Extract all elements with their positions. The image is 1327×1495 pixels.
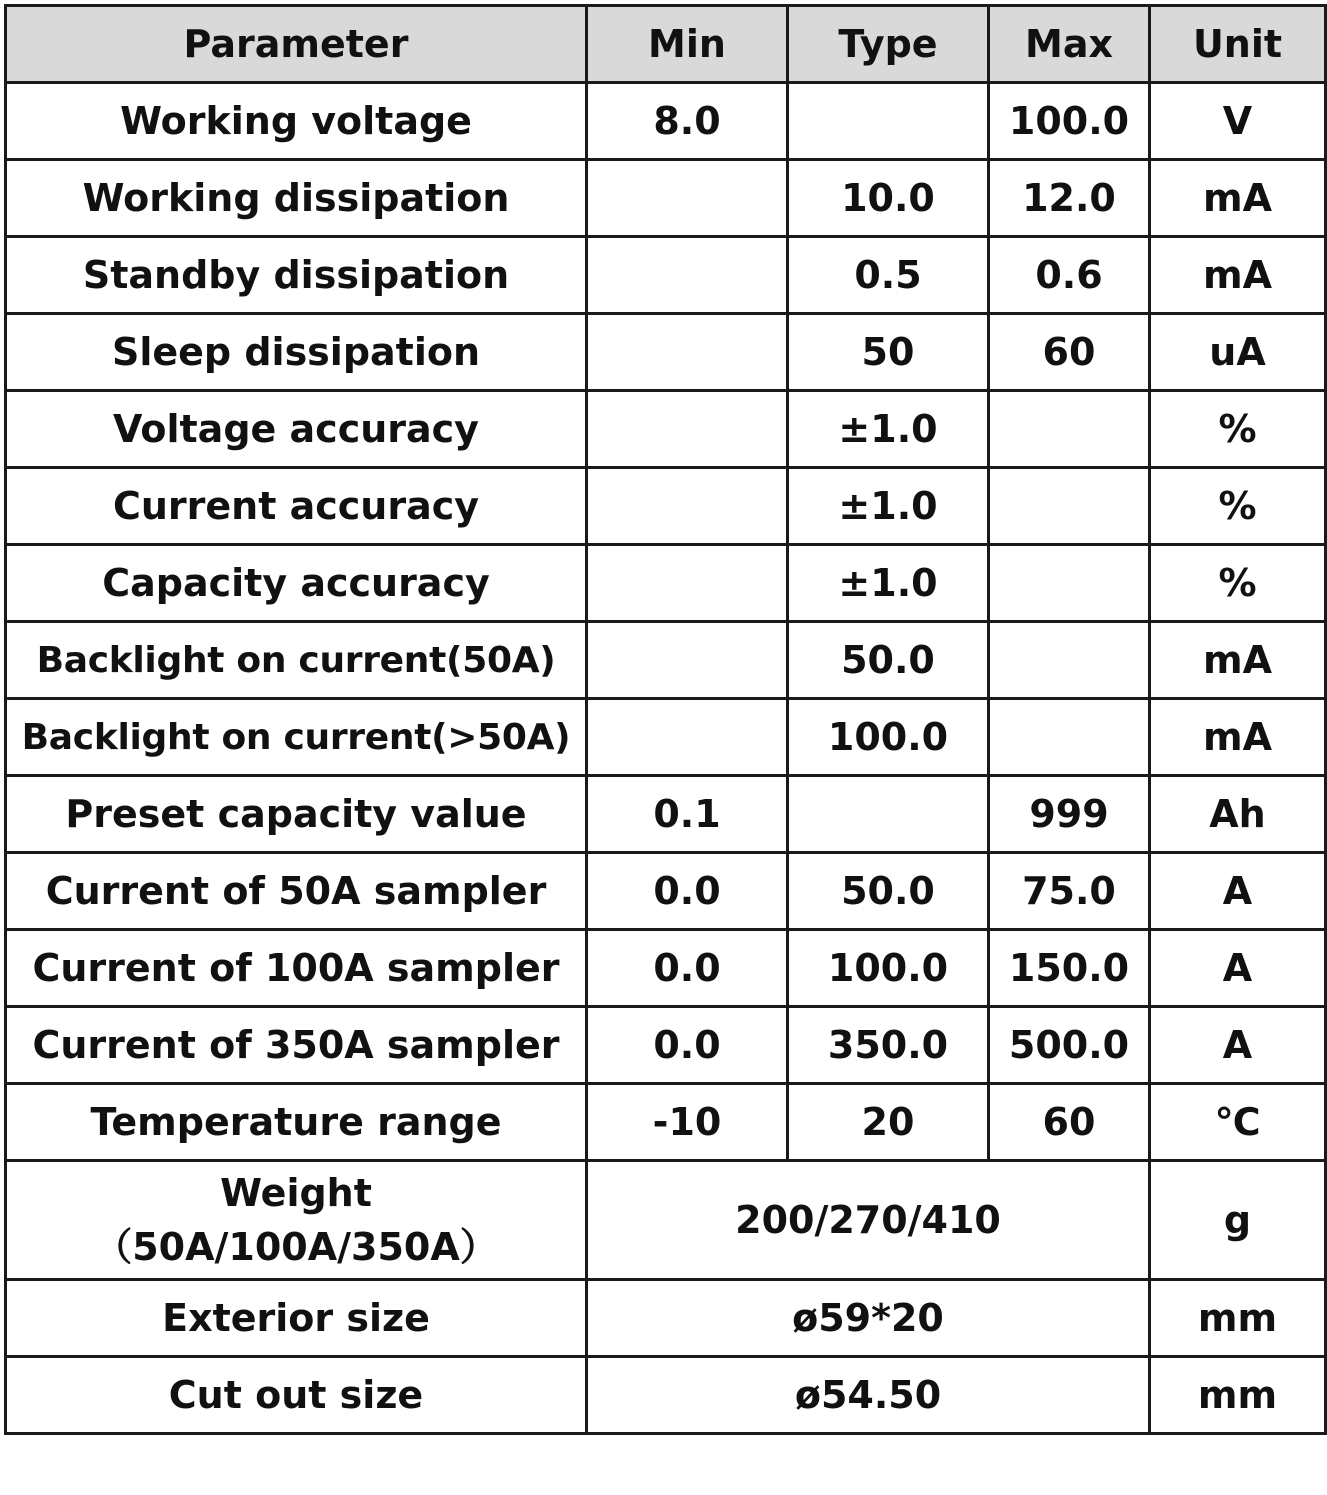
specification-table: [4, 4, 1327, 1435]
cell-parameter: Cut out size: [6, 1357, 587, 1434]
cell-max: [989, 699, 1150, 776]
table-row: [6, 776, 1326, 853]
cell-parameter: Working voltage: [6, 83, 587, 160]
cell-type: 50: [788, 314, 989, 391]
cell-max: [989, 391, 1150, 468]
cell-merged-value: 200/270/410: [587, 1161, 1150, 1280]
table-row: [6, 930, 1326, 1007]
cell-unit: V: [1150, 83, 1326, 160]
cell-parameter: Backlight on current(>50A): [6, 699, 587, 776]
cell-parameter: Exterior size: [6, 1280, 587, 1357]
cell-max: [989, 468, 1150, 545]
cell-type: 0.5: [788, 237, 989, 314]
cell-unit: %: [1150, 468, 1326, 545]
cell-type: 350.0: [788, 1007, 989, 1084]
cell-min: [587, 160, 788, 237]
cell-max: 500.0: [989, 1007, 1150, 1084]
cell-unit: mm: [1150, 1280, 1326, 1357]
header-type: Type: [788, 6, 989, 83]
cell-min: [587, 622, 788, 699]
weight-label-line2: （50A/100A/350A）: [94, 1225, 498, 1269]
cell-parameter: Capacity accuracy: [6, 545, 587, 622]
cell-min: 0.1: [587, 776, 788, 853]
cell-type: 10.0: [788, 160, 989, 237]
cell-merged-value: ø54.50: [587, 1357, 1150, 1434]
cell-max: 150.0: [989, 930, 1150, 1007]
cell-unit: A: [1150, 930, 1326, 1007]
cell-unit: mA: [1150, 622, 1326, 699]
table-row: [6, 545, 1326, 622]
cell-max: 0.6: [989, 237, 1150, 314]
table-row: [6, 1084, 1326, 1161]
cell-max: 75.0: [989, 853, 1150, 930]
table-row: [6, 1007, 1326, 1084]
cell-min: 0.0: [587, 853, 788, 930]
cell-type: ±1.0: [788, 545, 989, 622]
cell-type: 20: [788, 1084, 989, 1161]
cell-parameter: Backlight on current(50A): [6, 622, 587, 699]
cell-parameter: Current of 100A sampler: [6, 930, 587, 1007]
cell-parameter: Current of 350A sampler: [6, 1007, 587, 1084]
header-row: [6, 6, 1326, 83]
cell-unit: %: [1150, 391, 1326, 468]
table-row: [6, 391, 1326, 468]
table-row: [6, 699, 1326, 776]
cell-max: 60: [989, 314, 1150, 391]
table-row: [6, 468, 1326, 545]
cell-merged-value: ø59*20: [587, 1280, 1150, 1357]
cell-parameter: Current accuracy: [6, 468, 587, 545]
cell-unit: ℃: [1150, 1084, 1326, 1161]
cell-type: ±1.0: [788, 468, 989, 545]
weight-label-line1: Weight: [220, 1171, 372, 1215]
cell-max: 60: [989, 1084, 1150, 1161]
cell-unit: mA: [1150, 237, 1326, 314]
cell-parameter: Preset capacity value: [6, 776, 587, 853]
cell-max: 12.0: [989, 160, 1150, 237]
cell-type: [788, 776, 989, 853]
cell-type: 100.0: [788, 699, 989, 776]
cell-min: 8.0: [587, 83, 788, 160]
cell-min: [587, 545, 788, 622]
cell-min: 0.0: [587, 930, 788, 1007]
cell-parameter: Voltage accuracy: [6, 391, 587, 468]
header-max: Max: [989, 6, 1150, 83]
table-row-weight: [6, 1161, 1326, 1280]
cell-min: 0.0: [587, 1007, 788, 1084]
cell-min: [587, 699, 788, 776]
cell-max: 100.0: [989, 83, 1150, 160]
cell-unit: mA: [1150, 160, 1326, 237]
cell-unit: A: [1150, 853, 1326, 930]
cell-min: [587, 391, 788, 468]
cell-parameter: [6, 1161, 587, 1280]
cell-parameter: Sleep dissipation: [6, 314, 587, 391]
table-row: [6, 314, 1326, 391]
table-row: [6, 237, 1326, 314]
header-parameter: Parameter: [6, 6, 587, 83]
table-row-cut-out-size: [6, 1357, 1326, 1434]
table-row-exterior-size: [6, 1280, 1326, 1357]
table-row: [6, 83, 1326, 160]
cell-max: 999: [989, 776, 1150, 853]
header-min: Min: [587, 6, 788, 83]
table-row: [6, 160, 1326, 237]
cell-unit: mm: [1150, 1357, 1326, 1434]
cell-unit: uA: [1150, 314, 1326, 391]
cell-parameter: Working dissipation: [6, 160, 587, 237]
cell-unit: %: [1150, 545, 1326, 622]
cell-unit: mA: [1150, 699, 1326, 776]
cell-unit: g: [1150, 1161, 1326, 1280]
cell-type: [788, 83, 989, 160]
cell-unit: A: [1150, 1007, 1326, 1084]
cell-parameter: Temperature range: [6, 1084, 587, 1161]
cell-type: 50.0: [788, 622, 989, 699]
cell-parameter: Current of 50A sampler: [6, 853, 587, 930]
cell-max: [989, 545, 1150, 622]
cell-min: [587, 314, 788, 391]
cell-min: -10: [587, 1084, 788, 1161]
table-row: [6, 622, 1326, 699]
cell-min: [587, 468, 788, 545]
cell-unit: Ah: [1150, 776, 1326, 853]
cell-min: [587, 237, 788, 314]
cell-parameter: Standby dissipation: [6, 237, 587, 314]
cell-max: [989, 622, 1150, 699]
cell-type: 100.0: [788, 930, 989, 1007]
table-row: [6, 853, 1326, 930]
header-unit: Unit: [1150, 6, 1326, 83]
cell-type: ±1.0: [788, 391, 989, 468]
cell-type: 50.0: [788, 853, 989, 930]
